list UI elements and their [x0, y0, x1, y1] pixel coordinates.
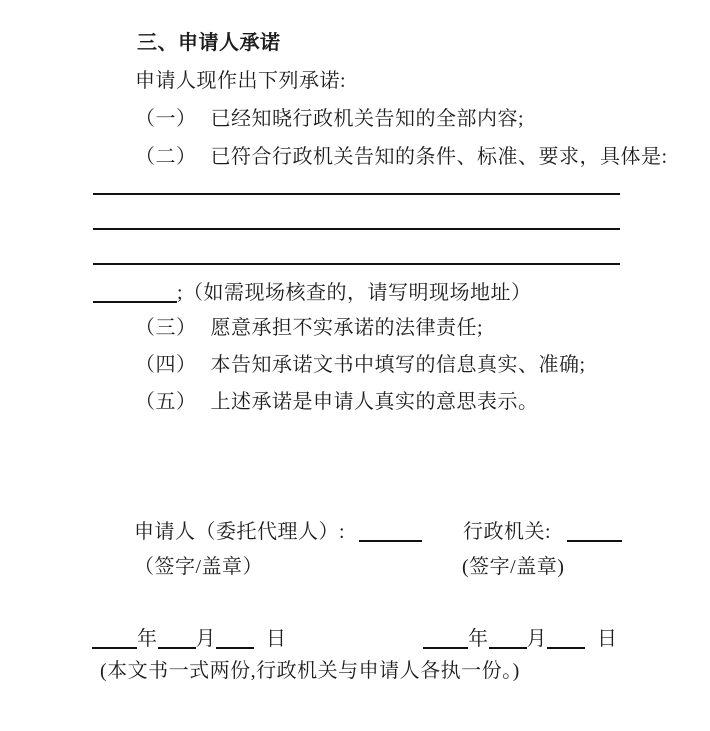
applicant-date-row — [92, 627, 287, 651]
commitment-item-3 — [135, 316, 483, 340]
authority-signature-blank — [567, 540, 622, 542]
year-blank — [423, 647, 468, 649]
authority-date-row — [423, 627, 618, 651]
authority-seal-note: (签字/盖章) — [462, 556, 565, 578]
day-blank — [216, 647, 254, 649]
year-label: 年 — [468, 628, 489, 650]
blank-line-2 — [93, 228, 620, 230]
month-label: 月 — [195, 628, 216, 650]
blank-line-1 — [93, 193, 620, 195]
item-2-number: （二） — [135, 146, 197, 168]
site-address-blank — [93, 301, 177, 303]
footer-note: (本文书一式两份,行政机关与申请人各执一份。) — [100, 660, 520, 682]
site-address-row — [93, 281, 532, 305]
day-label: 日 — [597, 628, 618, 650]
month-label: 月 — [526, 628, 547, 650]
commitment-item-5 — [135, 390, 539, 414]
item-3-number: （三） — [135, 317, 197, 339]
commitment-item-4 — [135, 353, 586, 377]
authority-signature-row — [463, 520, 622, 544]
item-4-number: （四） — [135, 354, 197, 376]
item-4-text: 本告知承诺文书中填写的信息真实、准确; — [210, 354, 586, 376]
blank-line-3 — [93, 263, 620, 265]
commitment-item-1 — [135, 107, 524, 131]
authority-label: 行政机关: — [463, 521, 552, 543]
applicant-seal-note: （签字/盖章） — [134, 556, 264, 578]
item-3-text: 愿意承担不实承诺的法律责任; — [210, 317, 484, 339]
section-title: 三、申请人承诺 — [137, 32, 281, 54]
applicant-signature-blank — [359, 540, 422, 542]
intro-line: 申请人现作出下列承诺: — [135, 70, 347, 92]
site-check-note: ;（如需现场核查的，请写明现场地址） — [177, 282, 532, 304]
item-1-text: 已经知晓行政机关告知的全部内容; — [210, 108, 525, 130]
applicant-label: 申请人（委托代理人）: — [134, 521, 346, 543]
month-blank — [489, 647, 527, 649]
item-1-number: （一） — [135, 108, 197, 130]
item-5-text: 上述承诺是申请人真实的意思表示。 — [210, 391, 539, 413]
month-blank — [158, 647, 196, 649]
year-blank — [92, 647, 137, 649]
commitment-item-2 — [135, 145, 668, 169]
item-2-text: 已符合行政机关告知的条件、标准、要求，具体是: — [210, 146, 668, 168]
year-label: 年 — [137, 628, 158, 650]
day-label: 日 — [266, 628, 287, 650]
applicant-signature-row — [134, 520, 422, 544]
day-blank — [547, 647, 585, 649]
item-5-number: （五） — [135, 391, 197, 413]
